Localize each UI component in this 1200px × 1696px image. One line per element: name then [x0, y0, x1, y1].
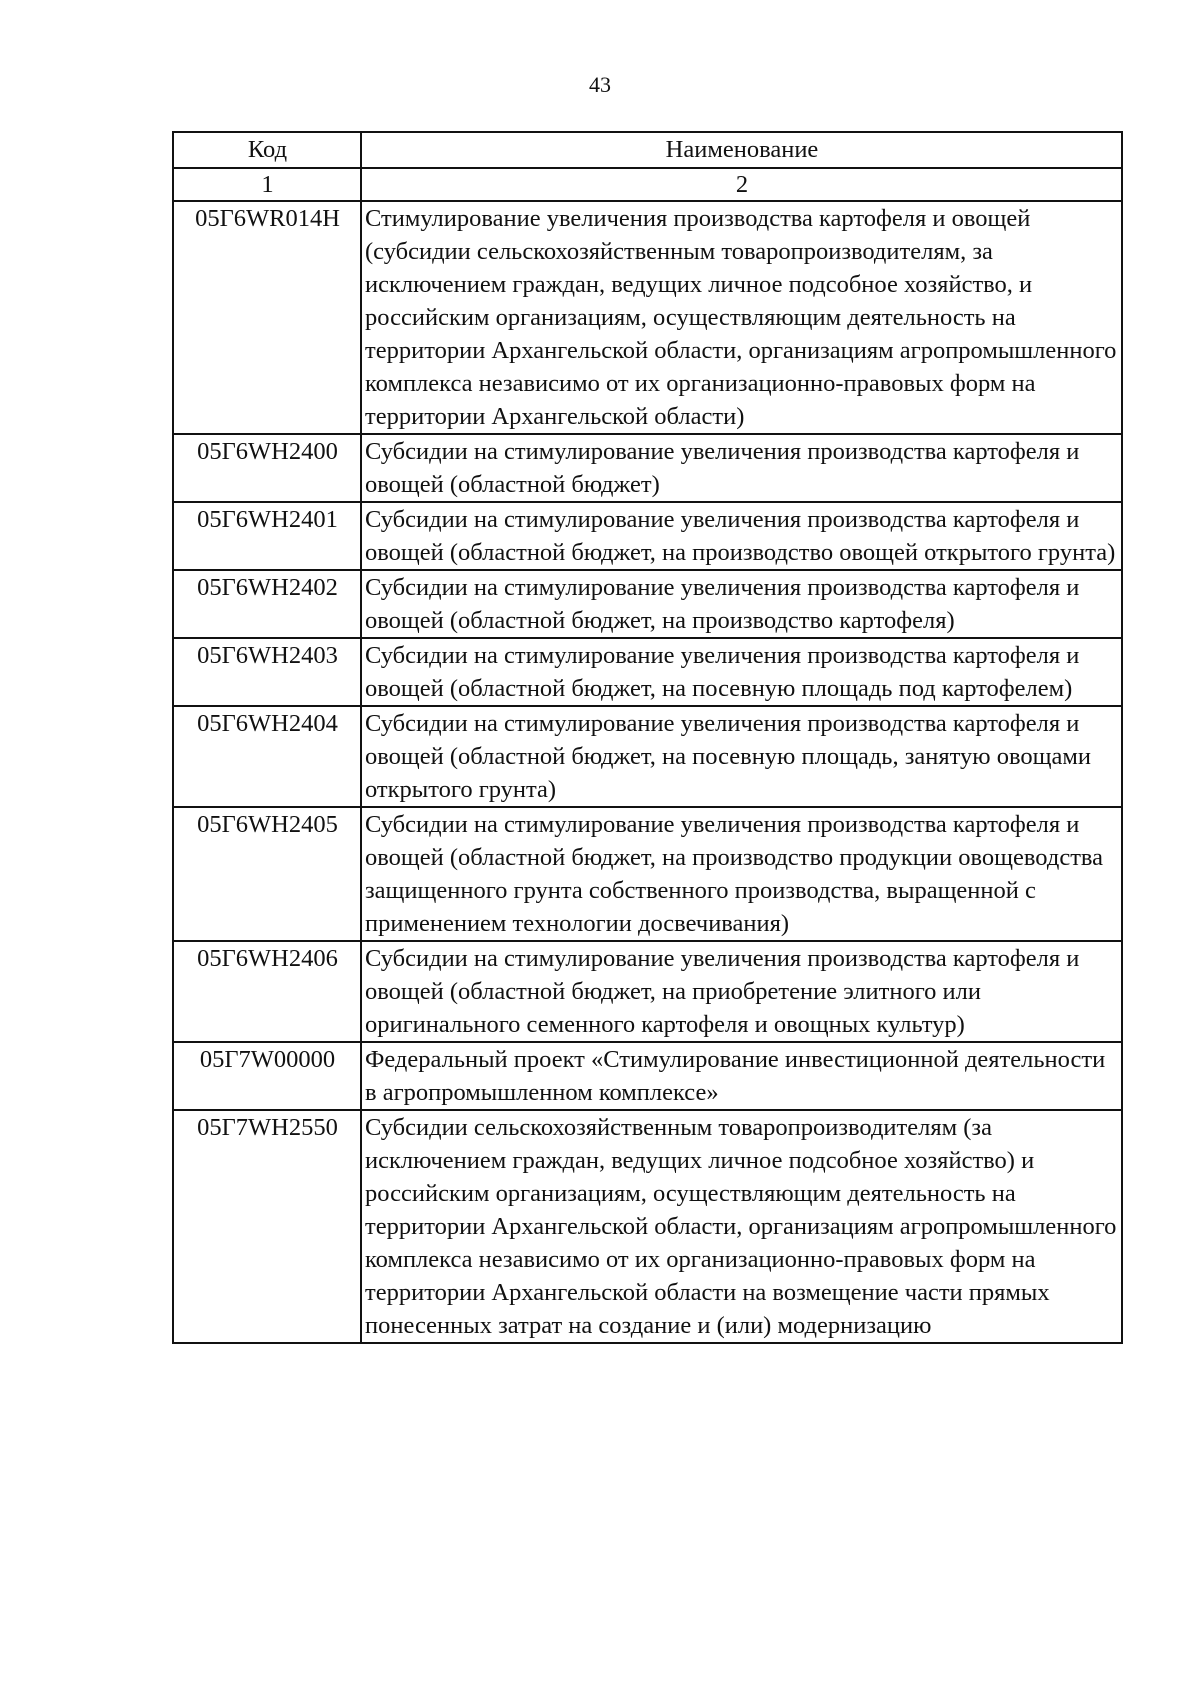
row-name: Субсидии на стимулирование увеличения производства картофеля и овощей (областной бюджет, на приобретение элитного или оригинального семенного картофеля и овощных культур) — [361, 941, 1122, 1042]
table-row — [173, 706, 1122, 807]
row-name: Субсидии сельскохозяйственным товаропроизводителям (за исключением граждан, ведущих личное подсобное хозяйство) и российским организациям, осуществляющим деятельность на территории Архангельской области, организациям агропромышленного комплекса независимо от их организационно-правовых форм на территории Архангельской области на возмещение части прямых понесенных затрат на создание и (или) модернизацию — [361, 1110, 1122, 1343]
header-name: Наименование — [361, 132, 1122, 168]
table-row — [173, 570, 1122, 638]
row-name: Субсидии на стимулирование увеличения производства картофеля и овощей (областной бюджет, на производство овощей открытого грунта) — [361, 502, 1122, 570]
row-code: 05Г6WH2405 — [173, 807, 361, 941]
column-number-code: 1 — [173, 168, 361, 201]
row-name: Субсидии на стимулирование увеличения производства картофеля и овощей (областной бюджет, на производство картофеля) — [361, 570, 1122, 638]
table-row — [173, 941, 1122, 1042]
table-header-row — [173, 132, 1122, 168]
budget-classification-table — [172, 131, 1123, 1344]
table-row — [173, 502, 1122, 570]
row-code: 05Г6WH2403 — [173, 638, 361, 706]
table-row — [173, 638, 1122, 706]
table-row — [173, 1042, 1122, 1110]
row-name: Федеральный проект «Стимулирование инвестиционной деятельности в агропромышленном комплексе» — [361, 1042, 1122, 1110]
column-number-row — [173, 168, 1122, 201]
table-row — [173, 434, 1122, 502]
row-code: 05Г6WH2400 — [173, 434, 361, 502]
header-code: Код — [173, 132, 361, 168]
row-code: 05Г6WH2406 — [173, 941, 361, 1042]
table-row — [173, 1110, 1122, 1343]
column-number-name: 2 — [361, 168, 1122, 201]
table-row — [173, 201, 1122, 434]
row-code: 05Г7W00000 — [173, 1042, 361, 1110]
row-code: 05Г6WH2401 — [173, 502, 361, 570]
page-number: 43 — [589, 72, 611, 97]
row-code: 05Г6WR014H — [173, 201, 361, 434]
row-name: Субсидии на стимулирование увеличения производства картофеля и овощей (областной бюджет, на посевную площадь под картофелем) — [361, 638, 1122, 706]
row-name: Субсидии на стимулирование увеличения производства картофеля и овощей (областной бюджет, на посевную площадь, занятую овощами открытого грунта) — [361, 706, 1122, 807]
row-code: 05Г6WH2402 — [173, 570, 361, 638]
row-code: 05Г7WH2550 — [173, 1110, 361, 1343]
table-row — [173, 807, 1122, 941]
row-name: Субсидии на стимулирование увеличения производства картофеля и овощей (областной бюджет, на производство продукции овощеводства защищенного грунта собственного производства, выращенной с применением технологии досвечивания) — [361, 807, 1122, 941]
row-name: Субсидии на стимулирование увеличения производства картофеля и овощей (областной бюджет) — [361, 434, 1122, 502]
row-code: 05Г6WH2404 — [173, 706, 361, 807]
row-name: Стимулирование увеличения производства картофеля и овощей (субсидии сельскохозяйственным товаропроизводителям, за исключением граждан, ведущих личное подсобное хозяйство, и российским организациям, осуществляющим деятельность на территории Архангельской области, организациям агропромышленного комплекса независимо от их организационно-правовых форм на территории Архангельской области) — [361, 201, 1122, 434]
